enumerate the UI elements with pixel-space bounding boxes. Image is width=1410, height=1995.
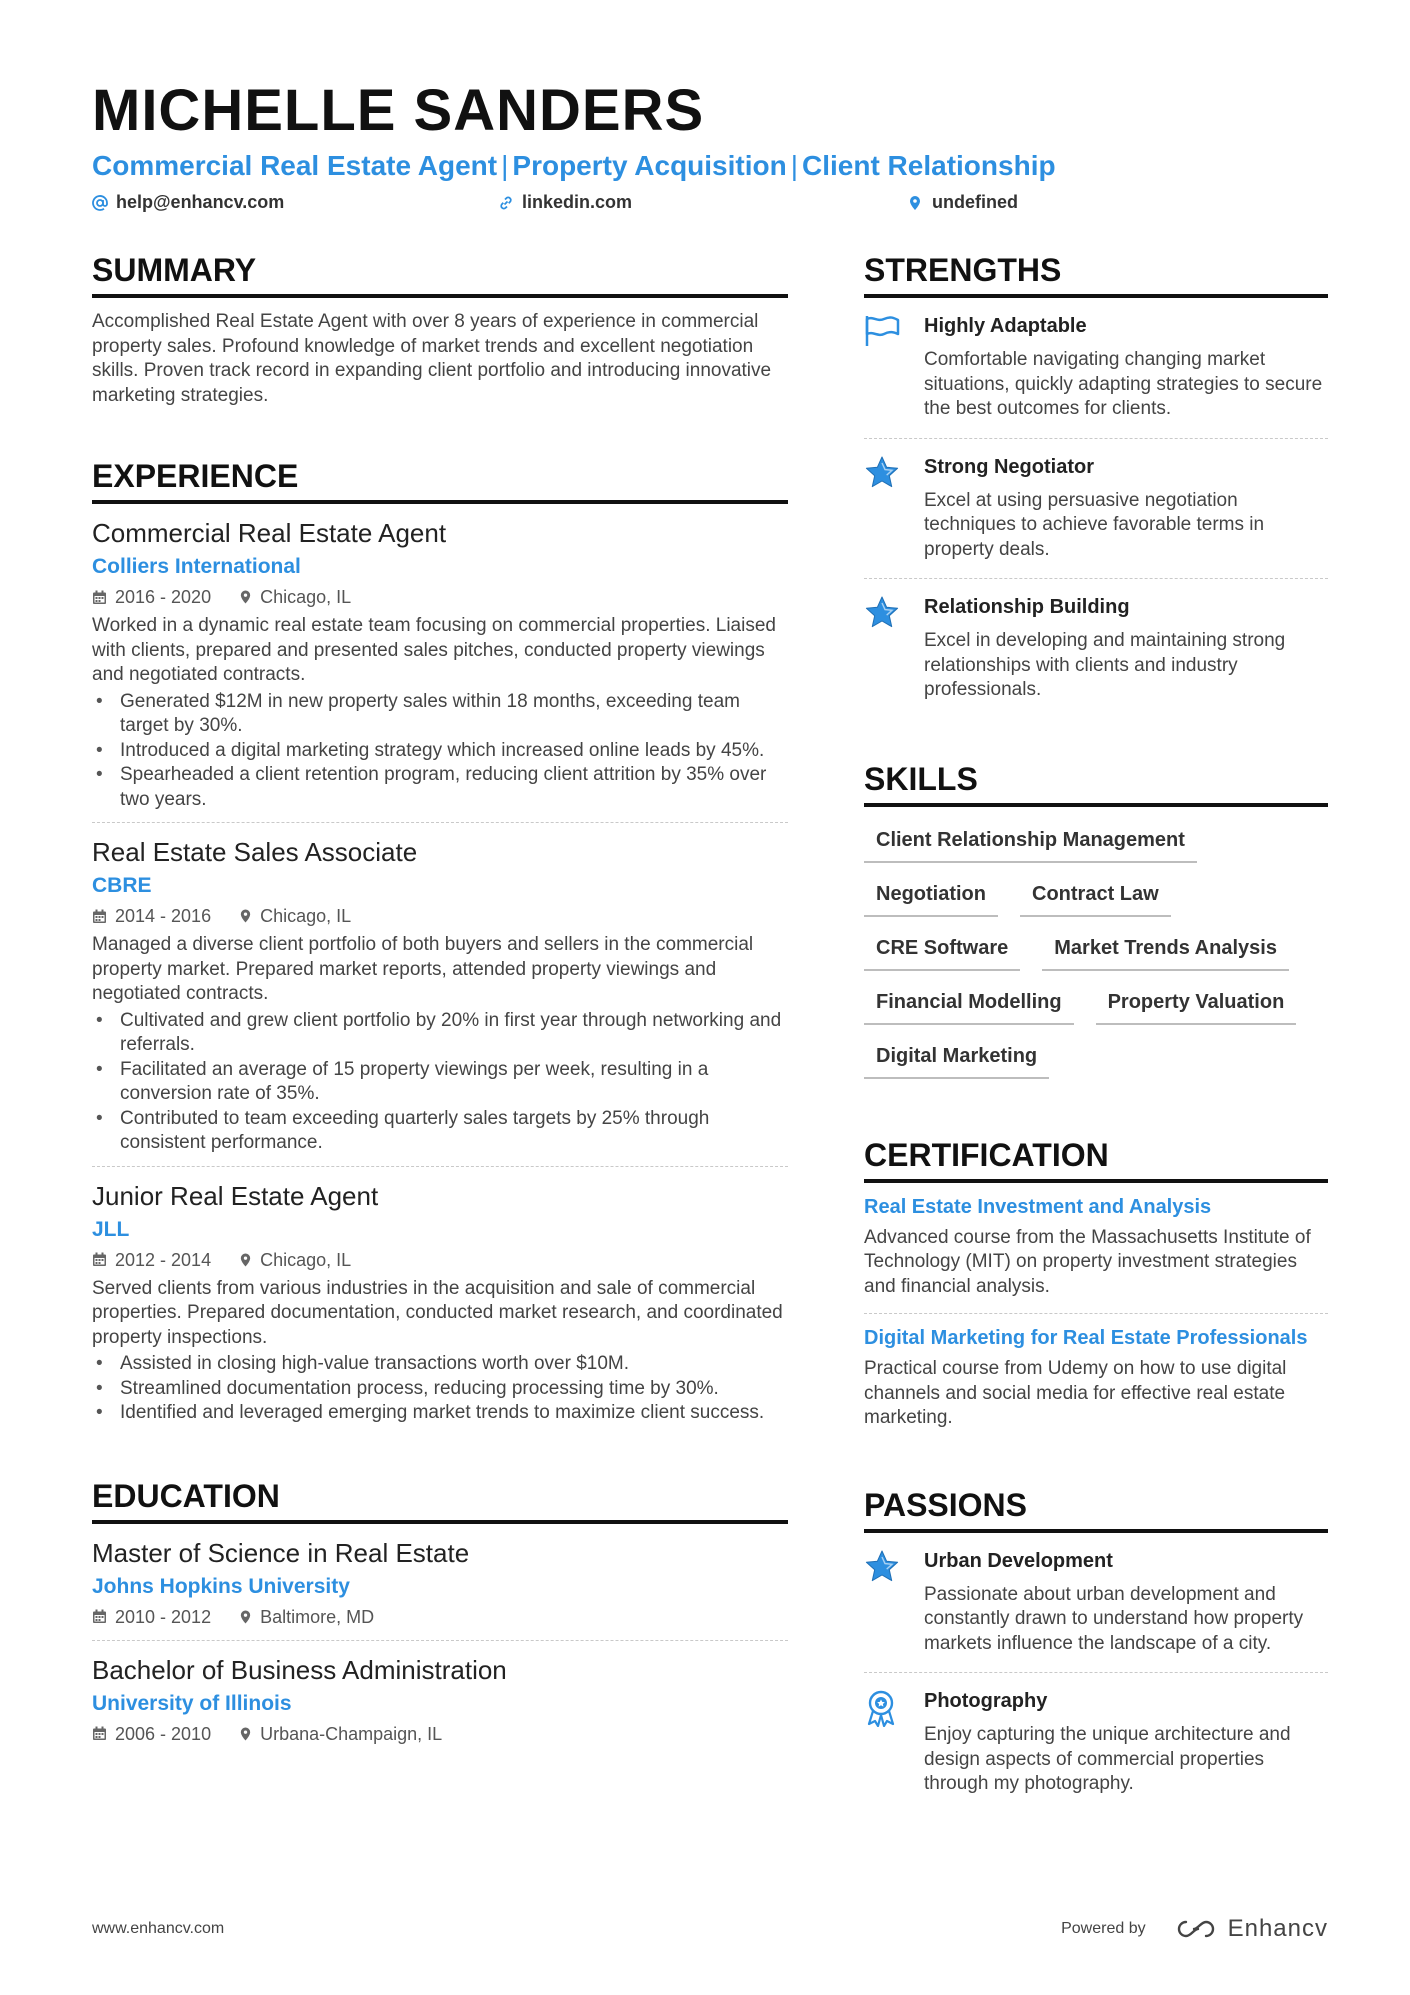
skill-tag: Contract Law	[1020, 875, 1171, 917]
location-text: Chicago, IL	[260, 1249, 352, 1270]
section-heading: STRENGTHS	[864, 250, 1328, 298]
school-location	[239, 1604, 374, 1630]
job-location	[239, 903, 351, 929]
job-title: Junior Real Estate Agent	[92, 1180, 379, 1211]
linkedin-contact[interactable]	[498, 192, 908, 213]
passion-item	[864, 1673, 1328, 1813]
job-location	[239, 584, 351, 610]
skill-tag: Client Relationship Management	[864, 821, 1197, 863]
section-heading: SKILLS	[864, 759, 1328, 807]
map-pin-icon	[239, 908, 252, 924]
passion-description: Passionate about urban development and constantly drawn to understand how property markets influence the landscape of a city.	[924, 1583, 1304, 1654]
skill-tag: Market Trends Analysis	[1042, 929, 1289, 971]
job-meta	[92, 1247, 788, 1273]
strength-title: Highly Adaptable	[924, 315, 1087, 337]
passion-title: Photography	[924, 1690, 1048, 1712]
certification-item	[864, 1314, 1328, 1445]
flag-icon	[864, 312, 924, 422]
education-section	[92, 1476, 788, 1757]
skill-tag: Property Valuation	[1096, 983, 1297, 1025]
strength-description: Excel in developing and maintaining strong relationships with clients and industry professionals.	[924, 630, 1286, 700]
achievement-item: • Generated $12M in new property sales within 18 months, exceeding team target by 30%.	[92, 690, 788, 739]
skill-tag: Negotiation	[864, 875, 998, 917]
job-description: Served clients from various industries in the acquisition and sale of commercial properties. Prepared documentation, conducted market research, and coordinated property inspections.	[92, 1277, 783, 1348]
job-meta	[92, 584, 788, 610]
certification-description: Practical course from Udemy on how to use digital channels and social media for effective real estate marketing.	[864, 1358, 1287, 1428]
summary-section	[92, 250, 788, 408]
achievement-item: • Introduced a digital marketing strategy which increased online leads by 45%.	[92, 739, 788, 764]
school-name: Johns Hopkins University	[92, 1574, 350, 1598]
strength-title: Relationship Building	[924, 596, 1130, 618]
degree-title: Bachelor of Business Administration	[92, 1654, 507, 1685]
experience-entry	[92, 1167, 788, 1436]
award-ribbon-icon	[864, 1687, 924, 1797]
date-text: 2006 - 2010	[115, 1723, 212, 1744]
strength-item	[864, 579, 1328, 719]
education-entry	[92, 1524, 788, 1641]
certification-title: Real Estate Investment and Analysis	[864, 1195, 1212, 1218]
date-range	[92, 1721, 211, 1747]
skill-tag: CRE Software	[864, 929, 1020, 971]
achievement-item: • Streamlined documentation process, reducing processing time by 30%.	[92, 1377, 788, 1402]
strength-item	[864, 439, 1328, 580]
contact-row	[92, 192, 1332, 213]
job-description: Worked in a dynamic real estate team focusing on commercial properties. Liaised with clients, prepared and presented sales pitches, conducted property viewings and negotiated contracts.	[92, 615, 776, 685]
skills-section	[864, 759, 1328, 1091]
education-meta	[92, 1604, 788, 1630]
date-text: 2014 - 2016	[115, 906, 212, 926]
date-text: 2012 - 2014	[115, 1249, 212, 1270]
page-footer	[92, 1915, 1328, 1943]
date-text: 2010 - 2012	[115, 1606, 212, 1627]
title-separator: |	[790, 150, 798, 181]
achievement-item: • Assisted in closing high-value transactions worth over $10M.	[92, 1352, 788, 1377]
linkedin-text: linkedin.com	[522, 192, 633, 212]
strength-title: Strong Negotiator	[924, 455, 1094, 478]
experience-entry	[92, 823, 788, 1167]
calendar-icon	[92, 1252, 107, 1267]
location-text: undefined	[932, 192, 1018, 212]
section-heading: EXPERIENCE	[92, 456, 788, 504]
experience-entry	[92, 504, 788, 823]
achievement-item: • Identified and leveraged emerging market trends to maximize client success.	[92, 1401, 788, 1426]
title-part: Client Relationship	[802, 150, 1056, 181]
right-column	[864, 250, 1328, 1861]
date-range	[92, 1247, 211, 1273]
degree-title: Master of Science in Real Estate	[92, 1537, 470, 1568]
map-pin-icon	[908, 195, 924, 211]
school-name: University of Illinois	[92, 1691, 292, 1715]
date-range	[92, 584, 211, 610]
location-text: Urbana-Champaign, IL	[260, 1723, 443, 1744]
section-heading: SUMMARY	[92, 250, 788, 298]
footer-branding	[1061, 1915, 1328, 1943]
education-meta	[92, 1721, 788, 1747]
skill-tag: Digital Marketing	[864, 1037, 1049, 1079]
title-separator: |	[501, 150, 509, 181]
star-icon	[864, 453, 924, 563]
section-heading: CERTIFICATION	[864, 1135, 1328, 1183]
calendar-icon	[92, 909, 107, 924]
candidate-title	[92, 148, 1332, 184]
email-text: help@enhancv.com	[116, 192, 285, 212]
location-text: Chicago, IL	[260, 906, 352, 926]
achievement-item: • Contributed to team exceeding quarterly sales targets by 25% through consistent performance.	[92, 1107, 788, 1156]
star-icon	[864, 593, 924, 703]
passion-item	[864, 1533, 1328, 1674]
location-text: Chicago, IL	[260, 587, 352, 607]
company-name: CBRE	[92, 874, 152, 897]
date-range	[92, 903, 211, 929]
at-sign-icon	[92, 195, 108, 211]
location-text: Baltimore, MD	[260, 1606, 375, 1627]
calendar-icon	[92, 1609, 107, 1624]
company-name: Colliers International	[92, 555, 301, 578]
date-range	[92, 1604, 211, 1630]
company-name: JLL	[92, 1217, 130, 1241]
calendar-icon	[92, 590, 107, 605]
certification-title: Digital Marketing for Real Estate Professionals	[864, 1327, 1308, 1349]
passion-description: Enjoy capturing the unique architecture and design aspects of commercial properties through my photography.	[924, 1724, 1291, 1794]
link-icon	[498, 195, 514, 211]
summary-text: Accomplished Real Estate Agent with over 8 years of experience in commercial property sales. Profound knowledge of market trends and excellent negotiation skills. Proven track record in expanding client portfolio and introducing innovative marketing strategies.	[92, 311, 772, 406]
certification-section	[864, 1135, 1328, 1445]
powered-by-text: Powered by	[1061, 1920, 1146, 1937]
certification-description: Advanced course from the Massachusetts Institute of Technology (MIT) on property investment strategies and financial analysis.	[864, 1226, 1311, 1297]
calendar-icon	[92, 1726, 107, 1741]
brand-name: Enhancv	[1227, 1915, 1328, 1942]
strength-description: Excel at using persuasive negotiation techniques to achieve favorable terms in property deals.	[924, 489, 1265, 560]
job-description: Managed a diverse client portfolio of both buyers and sellers in the commercial property market. Prepared market reports, attended property viewings and negotiated contracts.	[92, 934, 754, 1004]
strength-item	[864, 298, 1328, 439]
achievement-list	[92, 690, 788, 813]
candidate-name: MICHELLE SANDERS	[92, 78, 705, 143]
map-pin-icon	[239, 589, 252, 605]
skill-tag: Financial Modelling	[864, 983, 1074, 1025]
footer-website[interactable]: www.enhancv.com	[92, 1920, 225, 1937]
job-meta	[92, 903, 788, 929]
job-title: Commercial Real Estate Agent	[92, 518, 447, 548]
achievement-item: • Spearheaded a client retention program, reducing client attrition by 35% over two years.	[92, 763, 788, 812]
experience-section	[92, 456, 788, 1436]
title-part: Commercial Real Estate Agent	[92, 150, 498, 181]
star-icon	[864, 1547, 924, 1657]
achievement-list	[92, 1352, 788, 1426]
achievement-item: • Cultivated and grew client portfolio by 20% in first year through networking and referrals.	[92, 1009, 788, 1058]
section-heading: EDUCATION	[92, 1476, 788, 1524]
job-location	[239, 1247, 351, 1273]
achievement-list	[92, 1009, 788, 1156]
passions-section	[864, 1485, 1328, 1813]
map-pin-icon	[239, 1726, 252, 1742]
enhancv-logo-icon	[1172, 1917, 1220, 1941]
achievement-item: • Facilitated an average of 15 property viewings per week, resulting in a conversion rate of 35%.	[92, 1058, 788, 1107]
section-heading: PASSIONS	[864, 1485, 1328, 1533]
certification-item	[864, 1183, 1328, 1315]
strengths-section	[864, 250, 1328, 719]
school-location	[239, 1721, 442, 1747]
education-entry	[92, 1641, 788, 1757]
location-contact	[908, 192, 1018, 213]
strength-description: Comfortable navigating changing market situations, quickly adapting strategies to secure the best outcomes for clients.	[924, 349, 1323, 419]
map-pin-icon	[239, 1252, 252, 1268]
skills-list	[864, 821, 1328, 1091]
job-title: Real Estate Sales Associate	[92, 837, 418, 867]
title-part: Property Acquisition	[512, 150, 787, 181]
map-pin-icon	[239, 1609, 252, 1625]
date-text: 2016 - 2020	[115, 587, 212, 607]
left-column	[92, 250, 788, 1805]
brand-logo[interactable]	[1172, 1915, 1328, 1943]
resume-header	[92, 78, 1332, 213]
email-contact[interactable]	[92, 192, 498, 213]
passion-title: Urban Development	[924, 1549, 1113, 1572]
